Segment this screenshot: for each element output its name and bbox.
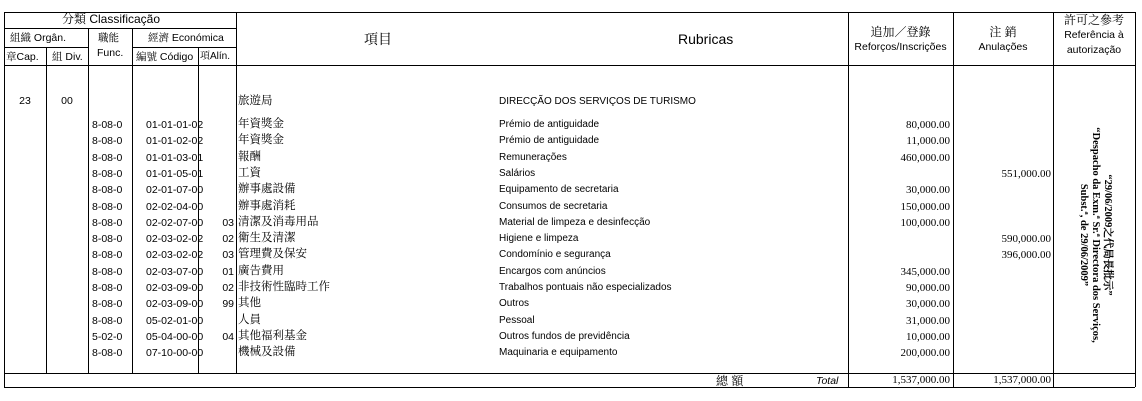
economic-code: 05-04-00-00	[146, 331, 204, 343]
item-header: 項目	[364, 31, 392, 47]
rubrica-name: Equipamento de secretaria	[499, 184, 619, 195]
grid-line	[1053, 12, 1054, 387]
reinforcement-amount: 345,000.00	[900, 266, 950, 278]
item-name-zh: 管理費及保安	[238, 248, 307, 260]
grid-line	[4, 387, 1135, 388]
rubrica-name: Prémio de antiguidade	[499, 135, 600, 146]
alinea-number: 03	[222, 249, 234, 261]
grid-line	[4, 373, 1135, 374]
reinforcement-amount: 100,000.00	[900, 217, 950, 229]
function-code: 8-08-0	[92, 315, 123, 327]
function-code: 8-08-0	[92, 184, 123, 196]
item-name-zh: 年資獎金	[238, 118, 284, 130]
item-name-zh: 其他福利基金	[238, 330, 307, 342]
annulment-amount: 551,000.00	[1001, 168, 1051, 180]
chapter-number: 23	[19, 95, 31, 107]
grid-line	[1135, 12, 1136, 387]
rubrica-name: Higiene e limpeza	[499, 233, 579, 244]
reference-line-3: Subst.ª, de 29/06/2009”	[1078, 183, 1089, 287]
reinforcement-header-zh: 追加／登錄	[870, 25, 931, 39]
reinforcement-amount: 11,000.00	[906, 135, 950, 147]
economic-code: 07-10-00-00	[146, 347, 204, 359]
alinea-number: 01	[222, 266, 234, 278]
rubrica-name: Prémio de antiguidade	[499, 119, 600, 130]
economic-code: 02-03-07-00	[146, 266, 204, 278]
organic-header: 組織 Orgân.	[10, 32, 67, 44]
economic-code: 02-03-09-00	[146, 298, 204, 310]
func-header-zh: 職能	[98, 32, 119, 44]
economic-code: 05-02-01-00	[146, 315, 204, 327]
div-header: 組 Div.	[52, 51, 83, 63]
function-code: 8-08-0	[92, 168, 123, 180]
grid-line	[132, 28, 133, 373]
reinforcement-amount: 31,000.00	[906, 315, 950, 327]
reinforcement-amount: 30,000.00	[906, 298, 950, 310]
function-code: 8-08-0	[92, 217, 123, 229]
grid-line	[4, 28, 236, 29]
economic-header: 經濟 Económica	[148, 32, 224, 44]
cap-header: 章Cap.	[6, 51, 39, 63]
reinforcement-amount: 80,000.00	[906, 119, 950, 131]
rubrica-name: Salários	[499, 168, 536, 179]
economic-code: 01-01-01-02	[146, 119, 204, 131]
reference-line-1: “29/06/2009之代局長批示”	[1102, 174, 1113, 296]
economic-code: 02-03-02-02	[146, 249, 204, 261]
grid-line	[4, 65, 1135, 66]
rubrica-name: Maquinaria e equipamento	[499, 347, 618, 358]
annulment-header-pt: Anulações	[978, 41, 1028, 53]
entity-name-zh: 旅遊局	[238, 95, 273, 107]
rubrica-name: Encargos com anúncios	[499, 266, 606, 277]
alinea-number: 99	[222, 298, 234, 310]
economic-code: 01-01-05-01	[146, 168, 204, 180]
total-annulment: 1,537,000.00	[993, 374, 1051, 386]
total-label-pt: Total	[816, 375, 839, 387]
rubricas-header: Rubricas	[678, 31, 734, 47]
function-code: 8-08-0	[92, 266, 123, 278]
func-header-pt: Func.	[97, 47, 124, 59]
rubrica-name: Trabalhos pontuais não especializados	[499, 282, 672, 293]
economic-code: 02-03-02-02	[146, 233, 204, 245]
alinea-number: 02	[222, 282, 234, 294]
alinea-number: 03	[222, 217, 234, 229]
alinea-header: 項Alín.	[200, 51, 231, 62]
economic-code: 01-01-03-01	[146, 152, 204, 164]
item-name-zh: 工資	[238, 167, 261, 179]
reference-line-2: “Despacho da Exm.ª Sr.ª Directora dos Serviços,	[1090, 127, 1101, 343]
reinforcement-amount: 30,000.00	[906, 184, 950, 196]
total-reinforcement: 1,537,000.00	[892, 374, 950, 386]
item-name-zh: 機械及設備	[238, 346, 296, 358]
reinforcement-amount: 10,000.00	[906, 331, 950, 343]
rubrica-name: Outros	[499, 298, 530, 309]
item-name-zh: 人員	[238, 314, 261, 326]
rubrica-name: Pessoal	[499, 315, 535, 326]
economic-code: 02-02-04-00	[146, 201, 204, 213]
function-code: 8-08-0	[92, 152, 123, 164]
classification-header: 分類 Classificação	[62, 12, 161, 26]
reinforcement-amount: 460,000.00	[900, 152, 950, 164]
item-name-zh: 清潔及消毒用品	[238, 216, 319, 228]
alinea-number: 02	[222, 233, 234, 245]
item-name-zh: 辦事處消耗	[238, 200, 296, 212]
function-code: 5-02-0	[92, 331, 123, 343]
grid-line	[236, 12, 1135, 13]
item-name-zh: 衛生及清潔	[238, 232, 296, 244]
function-code: 8-08-0	[92, 119, 123, 131]
item-name-zh: 其他	[238, 297, 261, 309]
rubrica-name: Remunerações	[499, 152, 567, 163]
annulment-amount: 396,000.00	[1001, 249, 1051, 261]
division-number: 00	[61, 95, 73, 107]
grid-line	[88, 28, 89, 373]
grid-line	[4, 12, 5, 387]
grid-line	[236, 12, 237, 373]
function-code: 8-08-0	[92, 249, 123, 261]
function-code: 8-08-0	[92, 135, 123, 147]
function-code: 8-08-0	[92, 201, 123, 213]
economic-code: 02-02-07-00	[146, 217, 204, 229]
item-name-zh: 辦事處設備	[238, 183, 296, 195]
grid-line	[953, 12, 954, 387]
economic-code: 01-01-02-02	[146, 135, 204, 147]
total-label-zh: 總 額	[716, 374, 744, 388]
reference-header-pt1: Referência à	[1064, 29, 1124, 41]
authorization-reference	[1077, 127, 1113, 342]
function-code: 8-08-0	[92, 298, 123, 310]
reinforcement-header-pt: Reforços/Inscrições	[854, 41, 947, 53]
item-name-zh: 廣告費用	[238, 265, 284, 277]
economic-code: 02-03-09-00	[146, 282, 204, 294]
reinforcement-amount: 90,000.00	[906, 282, 950, 294]
rubrica-name: Condomínio e segurança	[499, 249, 611, 260]
rubrica-name: Outros fundos de previdência	[499, 331, 630, 342]
economic-code: 02-01-07-00	[146, 184, 204, 196]
reference-header-zh: 許可之參考	[1063, 13, 1124, 27]
rubrica-name: Material de limpeza e desinfecção	[499, 217, 651, 228]
reinforcement-amount: 150,000.00	[900, 201, 950, 213]
entity-name-pt: DIRECÇÃO DOS SERVIÇOS DE TURISMO	[499, 96, 696, 107]
reinforcement-amount: 200,000.00	[900, 347, 950, 359]
alinea-number: 04	[222, 331, 234, 343]
rubrica-name: Consumos de secretaria	[499, 201, 608, 212]
reference-header-pt2: autorização	[1066, 44, 1122, 56]
grid-line	[132, 47, 236, 48]
function-code: 8-08-0	[92, 233, 123, 245]
grid-line	[848, 12, 849, 387]
item-name-zh: 非技術性臨時工作	[238, 281, 330, 293]
function-code: 8-08-0	[92, 282, 123, 294]
annulment-amount: 590,000.00	[1001, 233, 1051, 245]
item-name-zh: 年資獎金	[238, 134, 284, 146]
code-header: 編號 Código	[136, 51, 194, 63]
function-code: 8-08-0	[92, 347, 123, 359]
item-name-zh: 報酬	[238, 151, 261, 163]
annulment-header-zh: 注 銷	[989, 25, 1017, 39]
